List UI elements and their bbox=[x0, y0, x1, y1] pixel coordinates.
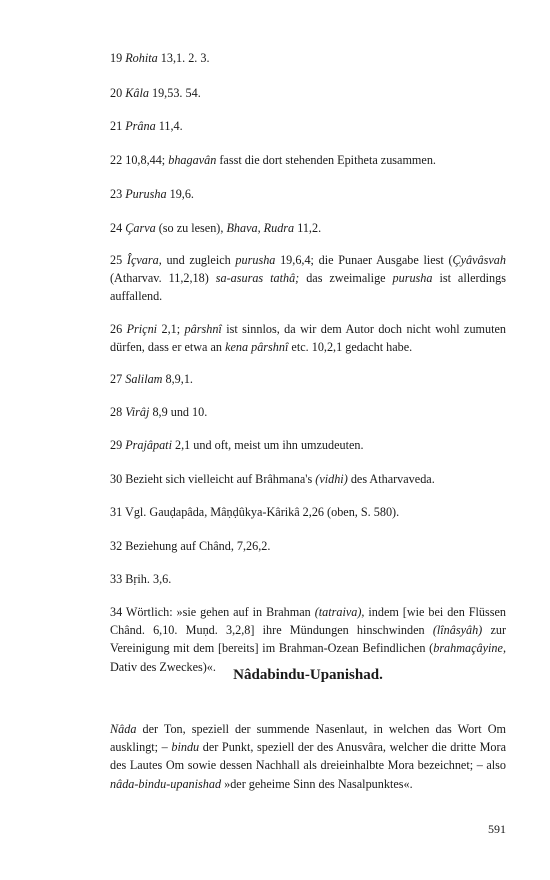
text-run: 26 bbox=[110, 322, 127, 336]
italic-term: Salilam bbox=[125, 372, 163, 386]
text-run: etc. 10,2,1 gedacht habe. bbox=[288, 340, 413, 355]
text-run: 24 bbox=[110, 221, 126, 235]
footnote-32 bbox=[110, 537, 506, 555]
text-run: der Ton, speziell der summende Nasenlaut, in welchen das Wort Om ausklingt; – bbox=[110, 722, 506, 755]
text-run: ist sinnlos, da wir dem Autor doch nicht wohl zumuten dürfen, dass er etwa an bbox=[110, 322, 506, 355]
footnote-20 bbox=[110, 84, 506, 102]
footnote-25 bbox=[110, 251, 506, 306]
footnote-21 bbox=[110, 117, 506, 135]
italic-term: bindu bbox=[171, 740, 200, 755]
italic-term: Rohita bbox=[125, 51, 158, 65]
text-run: 8,9,1. bbox=[162, 372, 193, 386]
footnote-33 bbox=[110, 570, 506, 588]
italic-term: purusha bbox=[235, 253, 276, 267]
text-run: 20 bbox=[110, 86, 126, 100]
text-run: (Atharvav. 11,2,18) bbox=[110, 271, 216, 286]
text-run: das zweimalige bbox=[299, 271, 393, 286]
italic-term: nâda-bindu-upanishad bbox=[110, 776, 222, 791]
text-run: 19,6,4; die Punaer Ausgabe liest ( bbox=[275, 253, 453, 267]
text-run: 8,9 und 10. bbox=[149, 405, 208, 419]
text-run: 31 Vgl. Gauḍapâda, Mâṇḍûkya-Kârikâ 2,26 (oben, S. 580). bbox=[110, 505, 400, 519]
italic-term: Virâj bbox=[125, 405, 150, 419]
footnote-23 bbox=[110, 185, 506, 203]
italic-term: Çyâvâsvah bbox=[452, 253, 506, 267]
italic-term: bhagavân bbox=[168, 153, 217, 167]
italic-term: Çarva bbox=[125, 221, 156, 235]
text-run: indem [wie bei den Flüssen Chând. 6,10. Muṇd. 3,2,8] ihre Mündungen hinschwinden bbox=[110, 605, 506, 638]
text-run: 19,6. bbox=[166, 187, 194, 201]
italic-term: Kâla bbox=[125, 86, 149, 100]
text-run: Dativ des Zweckes)«. bbox=[110, 659, 216, 674]
text-run: 23 bbox=[110, 187, 126, 201]
footnote-24 bbox=[110, 219, 506, 237]
italic-term: kena pârshnî bbox=[225, 340, 289, 355]
italic-term: Purusha bbox=[125, 187, 167, 201]
italic-term: purusha bbox=[392, 271, 433, 286]
text-run: 13,1. 2. 3. bbox=[157, 51, 210, 65]
text-run: (so zu lesen), bbox=[155, 221, 227, 235]
italic-term: Nâda bbox=[110, 722, 137, 736]
text-run: 11,2. bbox=[294, 221, 322, 235]
text-run: 33 Bṛih. 3,6. bbox=[110, 572, 172, 586]
footnote-29 bbox=[110, 436, 506, 454]
italic-term: Îçvara, bbox=[126, 253, 162, 267]
italic-term: (vidhi) bbox=[315, 472, 348, 486]
italic-term: (tatraiva), bbox=[314, 605, 365, 619]
page-number: 591 bbox=[488, 822, 506, 836]
italic-term: (lînâsyâh) bbox=[432, 623, 483, 638]
text-run: 28 bbox=[110, 405, 126, 419]
text-run: 19,53. 54. bbox=[148, 86, 201, 100]
footnote-22 bbox=[110, 151, 506, 169]
text-run: 19 bbox=[110, 51, 126, 65]
intro-paragraph bbox=[110, 720, 506, 793]
italic-term: Bhava, Rudra bbox=[226, 221, 295, 235]
text-run: des Atharvaveda. bbox=[347, 472, 435, 486]
text-run: der Punkt, speziell der des Anusvâra, welcher die dritte Mora des Lautes Om sowie dessen Nachhall als dreieinhalbte Mora bezeichnet; – also bbox=[110, 740, 506, 773]
text-run: 21 bbox=[110, 119, 126, 133]
italic-term: sa-asuras tathâ; bbox=[215, 271, 300, 286]
text-run: 2,1 und oft, meist um ihn umzudeuten. bbox=[171, 438, 364, 452]
text-run: zur Vereinigung mit dem [bereits] im Brahman-Ozean Befindlichen ( bbox=[110, 623, 506, 656]
footnote-31 bbox=[110, 503, 506, 521]
text-run: 32 Beziehung auf Chând, 7,26,2. bbox=[110, 539, 271, 553]
text-run: 11,4. bbox=[155, 119, 183, 133]
text-run: und zugleich bbox=[161, 253, 236, 267]
text-run: 29 bbox=[110, 438, 126, 452]
italic-term: Prajâpati bbox=[125, 438, 172, 452]
footnote-28 bbox=[110, 403, 506, 421]
text-run: 25 bbox=[110, 253, 127, 267]
italic-term: pârshnî bbox=[184, 322, 222, 336]
text-run: ist allerdings auffallend. bbox=[110, 271, 506, 304]
text-run: 2,1; bbox=[157, 322, 185, 336]
italic-term: Prâna bbox=[125, 119, 156, 133]
footnote-27 bbox=[110, 370, 506, 388]
italic-term: Priçni bbox=[126, 322, 158, 336]
footnote-19 bbox=[110, 49, 506, 67]
footnote-30 bbox=[110, 470, 506, 488]
text-run: »der geheime Sinn des Nasalpunktes«. bbox=[221, 776, 413, 791]
text-run: fasst die dort stehenden Epitheta zusammen. bbox=[216, 153, 436, 167]
footnote-26 bbox=[110, 320, 506, 356]
text-run: 30 Bezieht sich vielleicht auf Brâhmana's bbox=[110, 472, 316, 486]
footnote-34 bbox=[110, 603, 506, 676]
text-run: 27 bbox=[110, 372, 126, 386]
section-heading: Nâdabindu-Upanishad. bbox=[233, 667, 383, 683]
text-run: 34 Wörtlich: »sie gehen auf in Brahman bbox=[110, 605, 315, 619]
italic-term: brahmaçâyine, bbox=[433, 641, 506, 656]
text-run: 22 10,8,44; bbox=[110, 153, 169, 167]
